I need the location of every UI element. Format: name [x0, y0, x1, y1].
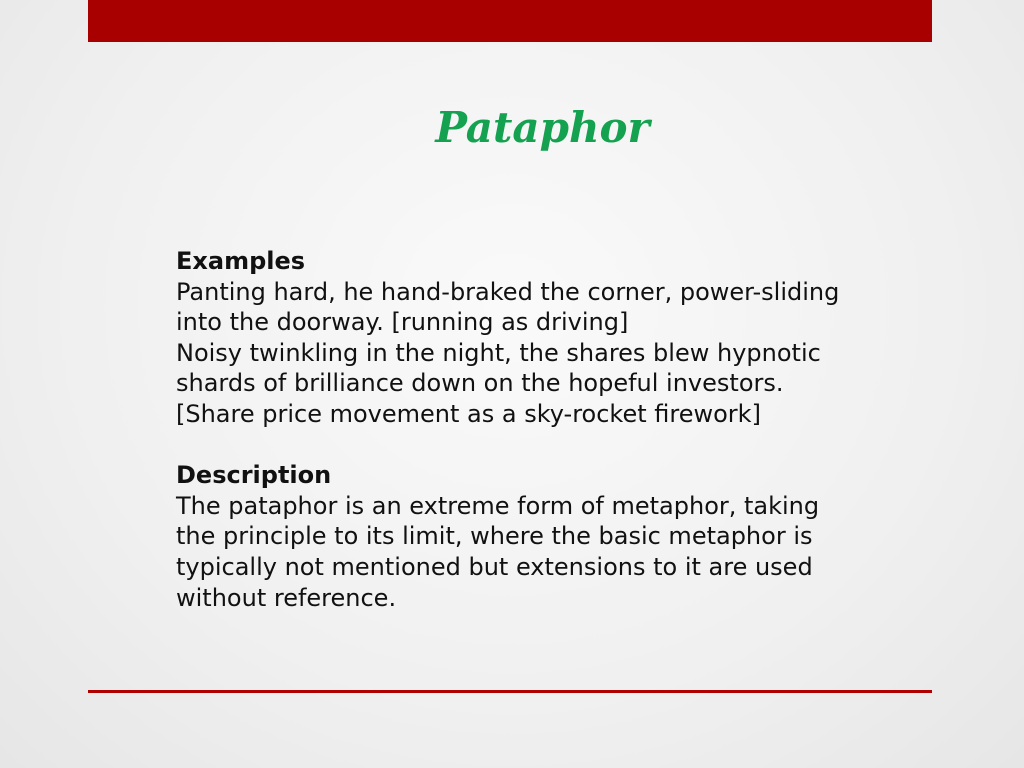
- example-line: shards of brilliance down on the hopeful investors.: [176, 369, 784, 398]
- examples-heading: Examples: [176, 247, 306, 275]
- example-line: Panting hard, he hand-braked the corner, power-sliding: [176, 277, 840, 306]
- example-line: Noisy twinkling in the night, the shares blew hypnotic: [176, 338, 821, 367]
- top-accent-bar: [88, 0, 932, 42]
- description-heading: Description: [176, 461, 332, 490]
- example-line: into the doorway. [running as driving]: [176, 308, 629, 337]
- example-line: [Share price movement as a sky-rocket firework]: [176, 399, 761, 428]
- bottom-divider: [88, 690, 932, 693]
- description-line: The pataphor is an extreme form of metaphor, taking: [176, 491, 820, 520]
- description-line: typically not mentioned but extensions to it are used: [176, 552, 813, 581]
- slide-body: [176, 246, 936, 613]
- paragraph-gap: [176, 430, 936, 461]
- description-line: without reference.: [176, 583, 397, 612]
- slide-title: Pataphor: [435, 103, 650, 152]
- description-line: the principle to its limit, where the basic metaphor is: [176, 522, 813, 551]
